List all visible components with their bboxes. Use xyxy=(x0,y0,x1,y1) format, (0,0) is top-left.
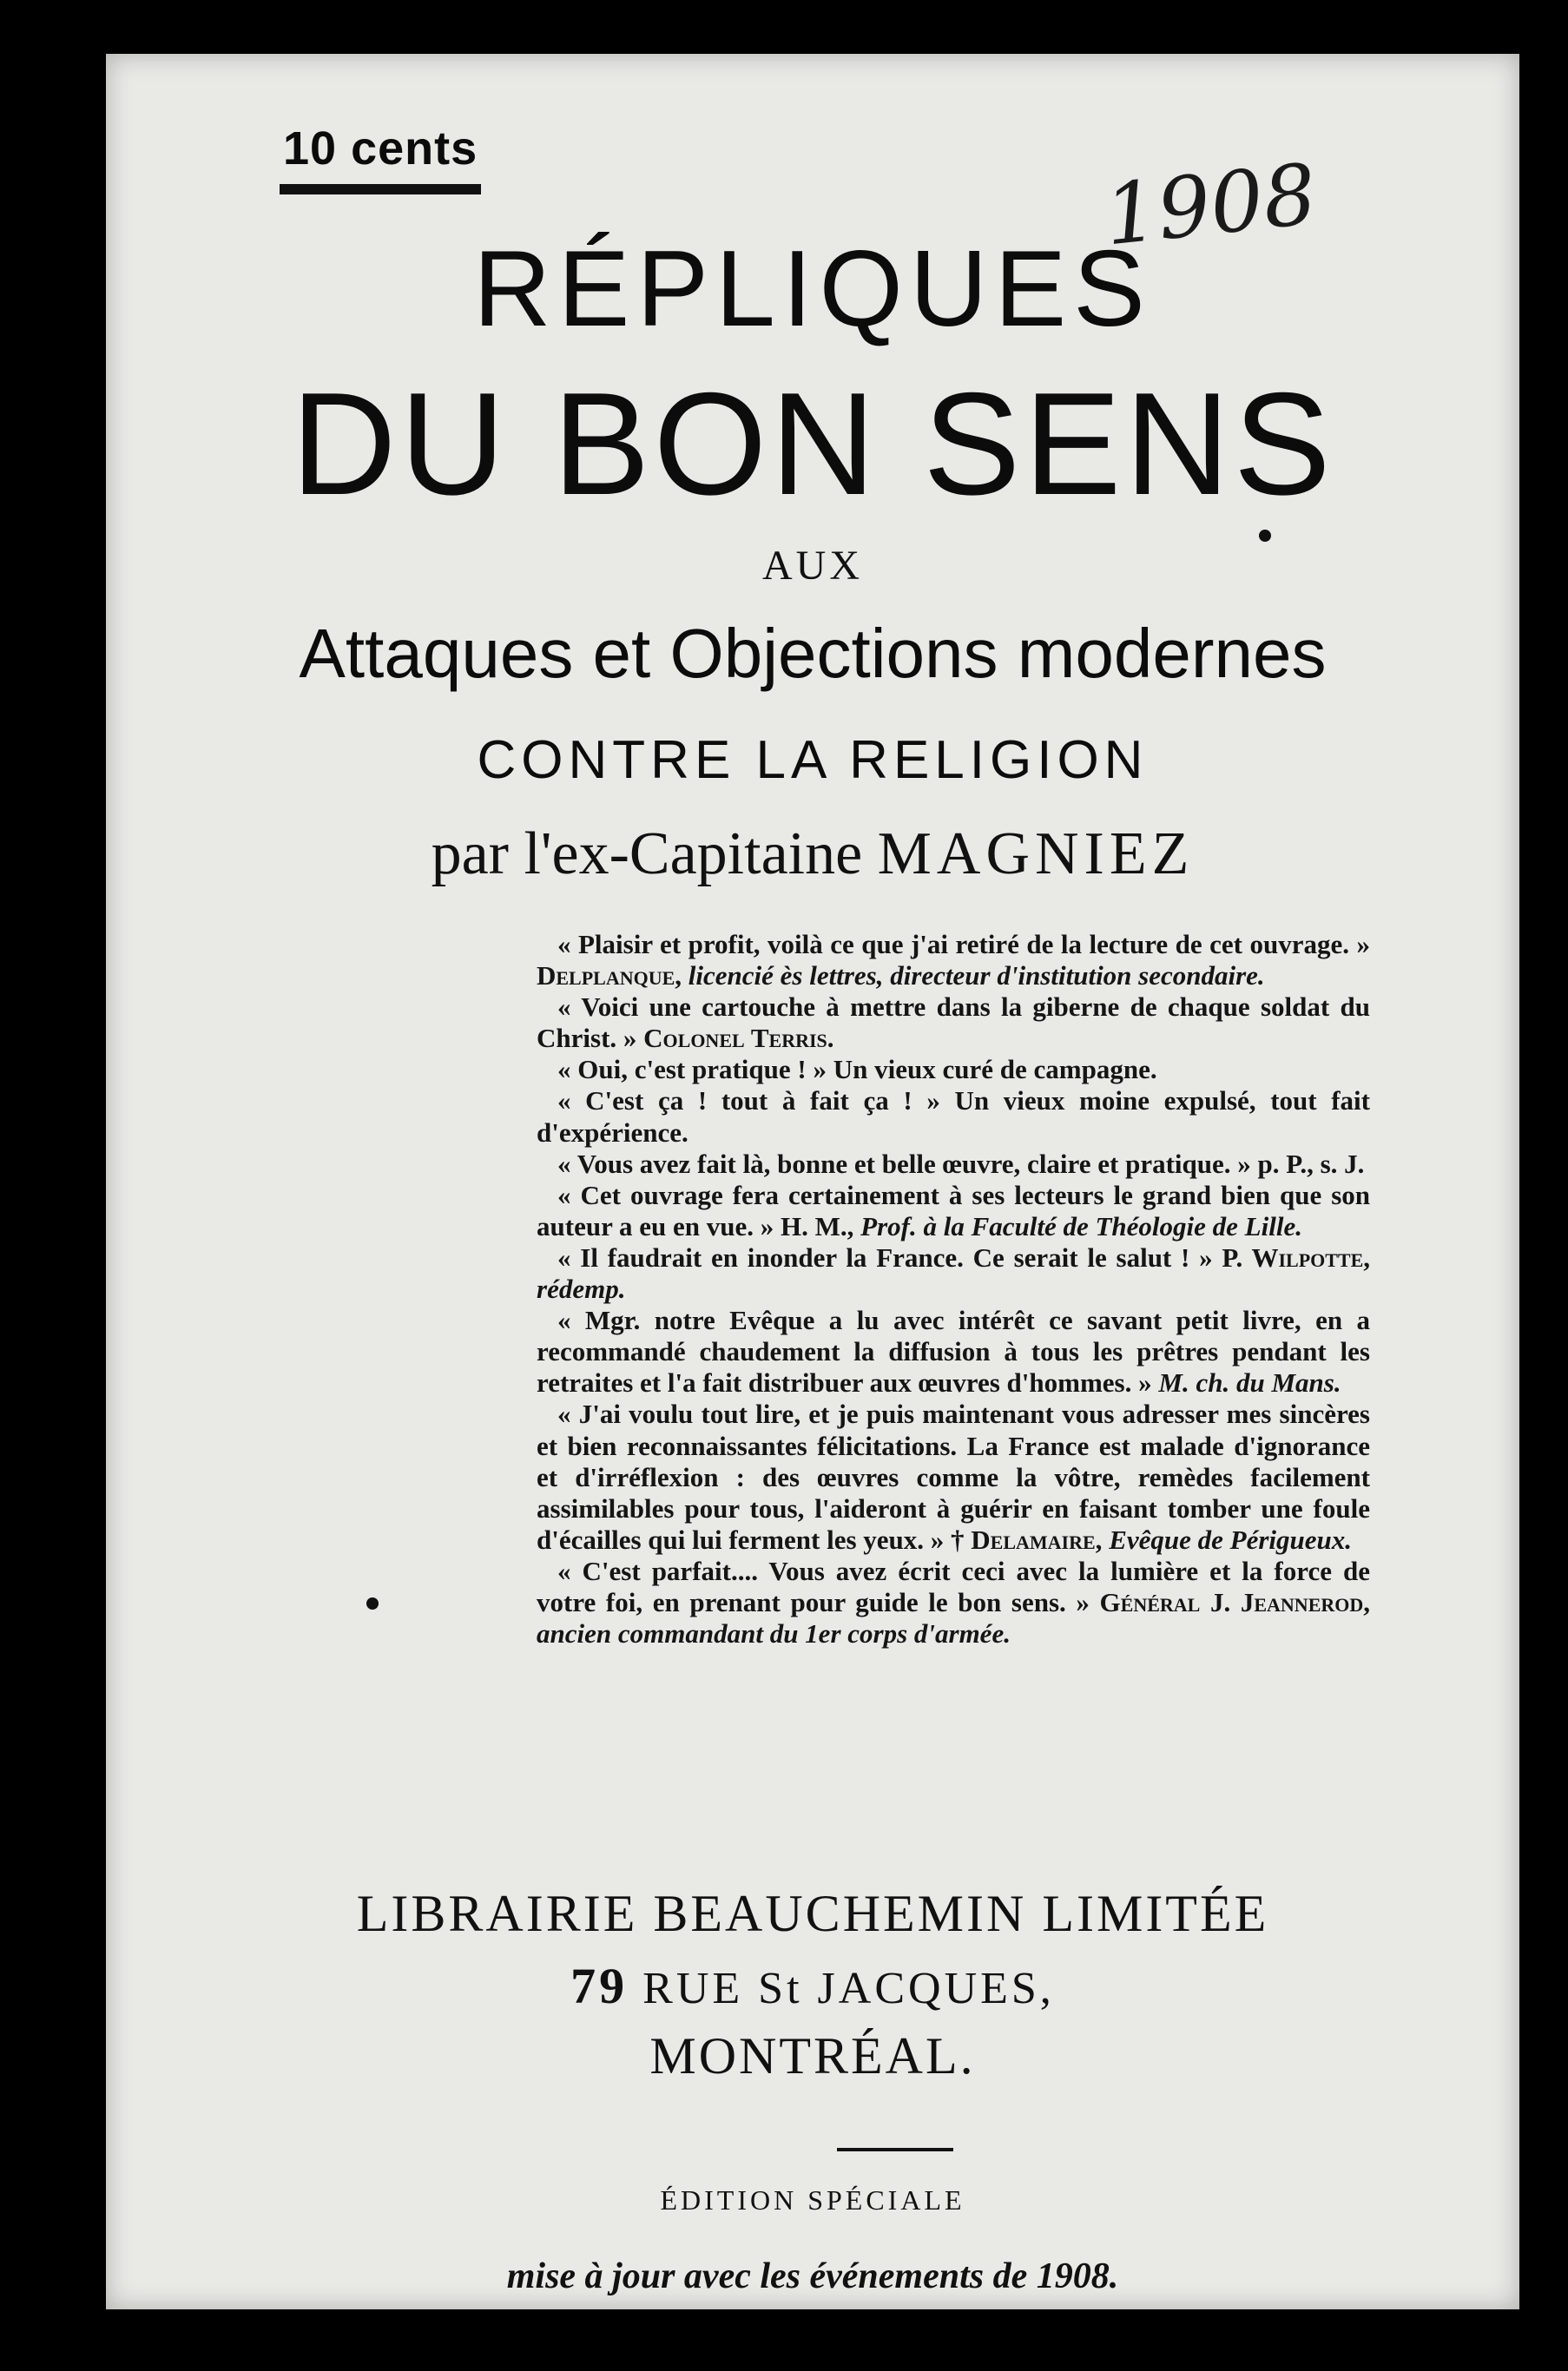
title-line-1: RÉPLIQUES xyxy=(473,229,1152,349)
author-name: MAGNIEZ xyxy=(877,820,1195,887)
address-street: RUE St JACQUES, xyxy=(642,1964,1055,2013)
title-connector: AUX xyxy=(762,543,863,589)
testimonial-quote: « Il faudrait en inonder la France. Ce serait le salut ! » xyxy=(557,1241,1213,1273)
testimonial xyxy=(537,1305,1370,1399)
author-prefix: par l'ex-Capitaine xyxy=(431,820,863,887)
title-line-2: DU BON SENS xyxy=(291,362,1334,525)
testimonial-signature: Delplanque, xyxy=(537,960,682,991)
testimonial xyxy=(537,1242,1370,1305)
testimonial xyxy=(537,1399,1370,1555)
testimonial-signature: Général J. Jeannerod, xyxy=(1099,1586,1371,1617)
price-underline xyxy=(280,184,481,194)
testimonial xyxy=(537,991,1370,1054)
testimonial-signature: Un vieux curé de campagne. xyxy=(833,1054,1157,1085)
testimonial-signature: Colonel Terris. xyxy=(643,1023,834,1054)
testimonial-signature: † Delamaire, xyxy=(951,1524,1103,1555)
subtitle: Attaques et Objections modernes xyxy=(299,615,1327,692)
print-speck xyxy=(366,1597,379,1610)
testimonial-signature: p. P., s. J. xyxy=(1257,1148,1365,1179)
testimonial-quote: « Mgr. notre Evêque a lu avec intérêt ce savant petit livre, en a recommandé chaudement la diffusion à tous les prêtres pendant les retraites et l'a fait distribuer aux œuvres d'hommes. » xyxy=(537,1305,1370,1399)
testimonial-quote: « Voici une cartouche à mettre dans la giberne de chaque soldat du Christ. » xyxy=(537,991,1370,1054)
price-label: 10 cents xyxy=(283,122,478,175)
book-cover xyxy=(106,54,1519,2309)
print-speck xyxy=(1259,530,1271,542)
author-line xyxy=(106,820,1519,889)
edition-label: ÉDITION SPÉCIALE xyxy=(660,2184,965,2216)
testimonial-role: Evêque de Périgueux. xyxy=(1109,1524,1353,1555)
testimonial-signature: M. ch. du Mans. xyxy=(1158,1367,1341,1399)
publisher-address xyxy=(106,1957,1519,2015)
testimonial xyxy=(537,1085,1370,1148)
address-number: 79 xyxy=(570,1958,629,2014)
testimonial xyxy=(537,929,1370,991)
testimonial xyxy=(537,1149,1370,1180)
testimonial xyxy=(537,1556,1370,1650)
edition-note: mise à jour avec les événements de 1908. xyxy=(506,2256,1119,2296)
testimonial-signature: Un vieux moine expulsé, tout fait d'expérience. xyxy=(537,1085,1370,1148)
testimonial-quote: « C'est parfait.... Vous avez écrit ceci avec la lumière et la force de votre foi, en prenant pour guide le bon sens. » xyxy=(537,1555,1370,1617)
publisher-city: MONTRÉAL. xyxy=(649,2027,976,2085)
testimonial-role: rédemp. xyxy=(537,1274,626,1305)
testimonial-quote: « Vous avez fait là, bonne et belle œuvre, claire et pratique. » xyxy=(557,1148,1251,1179)
testimonial-quote: « C'est ça ! tout à fait ça ! » xyxy=(557,1085,940,1116)
testimonial-signature: H. M., xyxy=(781,1210,854,1241)
testimonial-quote: « Cet ouvrage fera certainement à ses lecteurs le grand bien que son auteur a eu en vue. » xyxy=(537,1179,1370,1241)
testimonial-quote: « Oui, c'est pratique ! » xyxy=(557,1054,827,1085)
testimonial-role: licencié ès lettres, directeur d'institution secondaire. xyxy=(688,960,1265,991)
testimonial xyxy=(537,1054,1370,1085)
testimonial xyxy=(537,1180,1370,1242)
testimonial-quote: « J'ai voulu tout lire, et je puis maintenant vous adresser mes sincères et bien reconnaissantes félicitations. La France est malade d'ignorance et d'irréflexion : des œuvres comme la vôtre, remèdes facilement assimilables pour tous, l'aideront à guérir en faisant tomber une foule d'écailles qui lui ferment les yeux. » xyxy=(537,1399,1370,1555)
divider xyxy=(837,2148,953,2151)
testimonial-signature: P. Wilpotte, xyxy=(1222,1241,1371,1273)
publisher-name: LIBRAIRIE BEAUCHEMIN LIMITÉE xyxy=(356,1885,1269,1942)
subtitle-religion: CONTRE LA RELIGION xyxy=(477,730,1149,790)
testimonial-role: Prof. à la Faculté de Théologie de Lille. xyxy=(860,1210,1302,1241)
testimonial-role: ancien commandant du 1er corps d'armée. xyxy=(537,1618,1011,1650)
testimonial-quote: « Plaisir et profit, voilà ce que j'ai retiré de la lecture de cet ouvrage. » xyxy=(557,929,1370,959)
handwritten-year-annotation: 1908 xyxy=(1099,145,1321,265)
testimonials-block xyxy=(537,929,1370,1650)
